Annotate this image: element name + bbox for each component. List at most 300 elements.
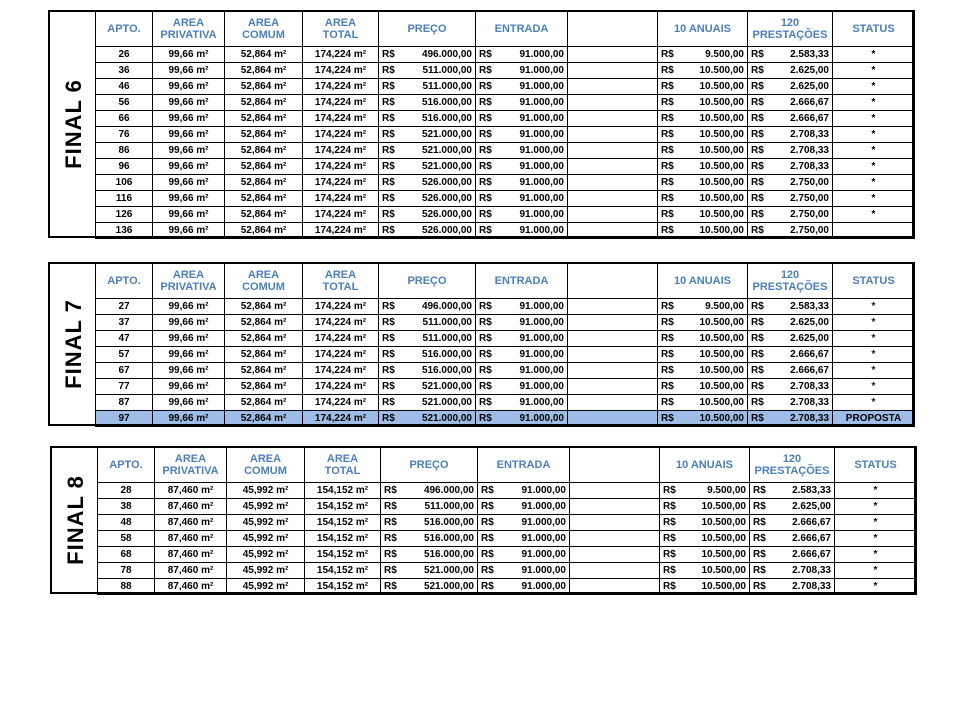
amount: 2.666,67 [792, 548, 831, 560]
amount: 516.000,00 [421, 364, 472, 376]
anuais-cell [658, 207, 748, 223]
preco-cell [381, 515, 478, 531]
preco-cell [379, 207, 476, 223]
area-privativa-cell: 99,66 m² [153, 299, 225, 315]
area-total-cell: 174,224 m² [303, 331, 379, 347]
entrada-cell [478, 483, 570, 499]
table-row [96, 379, 915, 395]
area-comum-cell: 52,864 m² [225, 411, 303, 427]
currency-symbol: R$ [382, 128, 395, 140]
area-total-cell: 154,152 m² [305, 563, 381, 579]
amount: 511.000,00 [422, 332, 472, 344]
blank-cell [568, 175, 658, 191]
currency-symbol: R$ [382, 224, 395, 236]
area-comum-cell: 52,864 m² [225, 223, 303, 239]
table-row [96, 347, 915, 363]
currency-symbol: R$ [481, 500, 494, 512]
table-row [98, 499, 917, 515]
blank-cell [568, 347, 658, 363]
prestacoes-cell [748, 331, 833, 347]
area-comum-cell: 52,864 m² [225, 127, 303, 143]
currency-symbol: R$ [382, 208, 395, 220]
currency-symbol: R$ [751, 64, 764, 76]
anuais-cell [658, 63, 748, 79]
amount: 2.750,00 [790, 208, 829, 220]
area-privativa-cell: 99,66 m² [153, 363, 225, 379]
amount: 521.000,00 [421, 144, 472, 156]
preco-cell [379, 63, 476, 79]
preco-cell [379, 111, 476, 127]
anuais-cell [658, 111, 748, 127]
blank-cell [568, 395, 658, 411]
blank-cell [568, 63, 658, 79]
entrada-cell [476, 47, 568, 63]
table-row [96, 223, 915, 239]
currency-symbol: R$ [479, 316, 492, 328]
table-row [96, 159, 915, 175]
area-comum-cell: 52,864 m² [225, 175, 303, 191]
area-privativa-cell: 99,66 m² [153, 47, 225, 63]
amount: 2.666,67 [790, 364, 829, 376]
currency-symbol: R$ [479, 208, 492, 220]
currency-symbol: R$ [661, 112, 674, 124]
currency-symbol: R$ [751, 224, 764, 236]
amount: 511.000,00 [422, 80, 472, 92]
area-comum-cell: 45,992 m² [227, 499, 305, 515]
currency-symbol: R$ [384, 484, 397, 496]
preco-cell [379, 127, 476, 143]
amount: 2.708,33 [790, 160, 829, 172]
amount: 10.500,00 [699, 224, 744, 236]
blank-cell [568, 143, 658, 159]
area-total-cell: 174,224 m² [303, 143, 379, 159]
blank-cell [568, 223, 658, 239]
currency-symbol: R$ [479, 144, 492, 156]
amount: 10.500,00 [699, 396, 744, 408]
area-privativa-cell: 99,66 m² [153, 143, 225, 159]
entrada-cell [476, 63, 568, 79]
group-label [48, 262, 97, 426]
area-privativa-cell: 87,460 m² [155, 499, 227, 515]
currency-symbol: R$ [481, 564, 494, 576]
amount: 516.000,00 [423, 548, 474, 560]
currency-symbol: R$ [663, 500, 676, 512]
amount: 91.000,00 [521, 548, 566, 560]
amount: 2.708,33 [790, 144, 829, 156]
apto-cell: 46 [96, 79, 153, 95]
header-preco: PREÇO [379, 11, 476, 47]
group-label-text: FINAL 6 [60, 79, 86, 169]
amount: 91.000,00 [519, 380, 564, 392]
currency-symbol: R$ [382, 80, 395, 92]
status-cell: PROPOSTA [833, 411, 915, 427]
amount: 91.000,00 [519, 128, 564, 140]
table-row [96, 63, 915, 79]
currency-symbol: R$ [382, 48, 395, 60]
currency-symbol: R$ [382, 348, 395, 360]
anuais-cell [658, 411, 748, 427]
anuais-cell [658, 347, 748, 363]
group-label-text: FINAL 7 [60, 299, 86, 389]
anuais-cell [658, 47, 748, 63]
area-privativa-cell: 87,460 m² [155, 547, 227, 563]
currency-symbol: R$ [481, 532, 494, 544]
prestacoes-cell [748, 411, 833, 427]
currency-symbol: R$ [382, 380, 395, 392]
entrada-cell [476, 95, 568, 111]
blank-cell [568, 127, 658, 143]
amount: 521.000,00 [423, 580, 474, 592]
area-privativa-cell: 99,66 m² [153, 175, 225, 191]
preco-cell [381, 531, 478, 547]
anuais-cell [658, 143, 748, 159]
prestacoes-cell [748, 207, 833, 223]
amount: 496.000,00 [423, 484, 474, 496]
amount: 10.500,00 [699, 176, 744, 188]
apto-cell: 86 [96, 143, 153, 159]
header-preco: PREÇO [381, 447, 478, 483]
currency-symbol: R$ [751, 160, 764, 172]
prestacoes-cell [750, 579, 835, 595]
group-label [48, 10, 97, 238]
currency-symbol: R$ [753, 580, 766, 592]
currency-symbol: R$ [751, 332, 764, 344]
area-comum-cell: 52,864 m² [225, 379, 303, 395]
status-cell: * [833, 331, 915, 347]
prestacoes-cell [748, 223, 833, 239]
currency-symbol: R$ [751, 208, 764, 220]
apto-cell: 36 [96, 63, 153, 79]
area-comum-cell: 45,992 m² [227, 531, 305, 547]
currency-symbol: R$ [479, 192, 492, 204]
header-area-comum: AREA COMUM [225, 11, 303, 47]
area-privativa-cell: 99,66 m² [153, 95, 225, 111]
currency-symbol: R$ [751, 316, 764, 328]
apto-cell: 47 [96, 331, 153, 347]
prestacoes-cell [748, 379, 833, 395]
amount: 9.500,00 [705, 300, 744, 312]
amount: 10.500,00 [699, 64, 744, 76]
amount: 526.000,00 [421, 224, 472, 236]
area-privativa-cell: 99,66 m² [153, 127, 225, 143]
area-comum-cell: 52,864 m² [225, 47, 303, 63]
currency-symbol: R$ [751, 348, 764, 360]
currency-symbol: R$ [382, 364, 395, 376]
price-table [95, 10, 915, 239]
entrada-cell [476, 315, 568, 331]
currency-symbol: R$ [751, 176, 764, 188]
area-privativa-cell: 99,66 m² [153, 379, 225, 395]
anuais-cell [660, 515, 750, 531]
prestacoes-cell [748, 63, 833, 79]
currency-symbol: R$ [663, 564, 676, 576]
currency-symbol: R$ [663, 580, 676, 592]
area-comum-cell: 52,864 m² [225, 159, 303, 175]
area-privativa-cell: 87,460 m² [155, 563, 227, 579]
apto-cell: 97 [96, 411, 153, 427]
header-area-total: AREA TOTAL [303, 263, 379, 299]
amount: 2.708,33 [792, 580, 831, 592]
prestacoes-cell [750, 563, 835, 579]
prestacoes-cell [750, 531, 835, 547]
currency-symbol: R$ [751, 80, 764, 92]
prestacoes-cell [748, 143, 833, 159]
apto-cell: 28 [98, 483, 155, 499]
currency-symbol: R$ [481, 484, 494, 496]
currency-symbol: R$ [751, 412, 764, 424]
currency-symbol: R$ [382, 332, 395, 344]
header-status: STATUS [833, 263, 915, 299]
amount: 521.000,00 [421, 396, 472, 408]
table-row [96, 411, 915, 427]
area-total-cell: 174,224 m² [303, 159, 379, 175]
currency-symbol: R$ [479, 64, 492, 76]
currency-symbol: R$ [661, 192, 674, 204]
apto-cell: 96 [96, 159, 153, 175]
prestacoes-cell [748, 47, 833, 63]
currency-symbol: R$ [479, 348, 492, 360]
status-cell: * [833, 395, 915, 411]
amount: 2.583,33 [792, 484, 831, 496]
apto-cell: 48 [98, 515, 155, 531]
table-row [96, 111, 915, 127]
currency-symbol: R$ [479, 332, 492, 344]
area-privativa-cell: 99,66 m² [153, 347, 225, 363]
status-cell: * [833, 143, 915, 159]
entrada-cell [476, 347, 568, 363]
currency-symbol: R$ [479, 112, 492, 124]
currency-symbol: R$ [384, 548, 397, 560]
area-total-cell: 154,152 m² [305, 499, 381, 515]
header-row [98, 447, 917, 483]
entrada-cell [476, 127, 568, 143]
blank-cell [570, 499, 660, 515]
area-privativa-cell: 99,66 m² [153, 191, 225, 207]
header-area-comum: AREA COMUM [227, 447, 305, 483]
status-cell: * [833, 63, 915, 79]
area-total-cell: 154,152 m² [305, 531, 381, 547]
area-comum-cell: 45,992 m² [227, 515, 305, 531]
blank-cell [568, 191, 658, 207]
amount: 526.000,00 [421, 176, 472, 188]
apto-cell: 27 [96, 299, 153, 315]
header-prestacoes: 120 PRESTAÇÕES [750, 447, 835, 483]
entrada-cell [476, 143, 568, 159]
amount: 516.000,00 [423, 532, 474, 544]
area-comum-cell: 45,992 m² [227, 483, 305, 499]
currency-symbol: R$ [661, 96, 674, 108]
anuais-cell [658, 299, 748, 315]
area-privativa-cell: 99,66 m² [153, 223, 225, 239]
header-apto: APTO. [96, 263, 153, 299]
currency-symbol: R$ [661, 332, 674, 344]
currency-symbol: R$ [661, 160, 674, 172]
currency-symbol: R$ [382, 96, 395, 108]
anuais-cell [660, 499, 750, 515]
currency-symbol: R$ [479, 48, 492, 60]
currency-symbol: R$ [382, 316, 395, 328]
currency-symbol: R$ [751, 112, 764, 124]
prestacoes-cell [748, 363, 833, 379]
amount: 10.500,00 [699, 412, 744, 424]
prestacoes-cell [750, 547, 835, 563]
currency-symbol: R$ [661, 224, 674, 236]
area-comum-cell: 52,864 m² [225, 111, 303, 127]
amount: 516.000,00 [421, 96, 472, 108]
anuais-cell [660, 531, 750, 547]
apto-cell: 78 [98, 563, 155, 579]
table-row [96, 79, 915, 95]
status-cell: * [833, 175, 915, 191]
area-comum-cell: 45,992 m² [227, 579, 305, 595]
blank-cell [568, 111, 658, 127]
area-privativa-cell: 87,460 m² [155, 531, 227, 547]
status-cell: * [833, 79, 915, 95]
currency-symbol: R$ [384, 532, 397, 544]
area-comum-cell: 45,992 m² [227, 563, 305, 579]
currency-symbol: R$ [479, 412, 492, 424]
amount: 2.583,33 [790, 300, 829, 312]
currency-symbol: R$ [384, 516, 397, 528]
amount: 10.500,00 [699, 128, 744, 140]
prestacoes-cell [748, 315, 833, 331]
status-cell: * [833, 111, 915, 127]
table-row [96, 299, 915, 315]
amount: 2.666,67 [792, 532, 831, 544]
entrada-cell [476, 159, 568, 175]
currency-symbol: R$ [753, 548, 766, 560]
amount: 2.708,33 [792, 564, 831, 576]
area-total-cell: 174,224 m² [303, 395, 379, 411]
currency-symbol: R$ [479, 80, 492, 92]
area-privativa-cell: 99,66 m² [153, 207, 225, 223]
apto-cell: 68 [98, 547, 155, 563]
currency-symbol: R$ [661, 316, 674, 328]
currency-symbol: R$ [751, 144, 764, 156]
amount: 91.000,00 [519, 64, 564, 76]
status-cell: * [833, 47, 915, 63]
prestacoes-cell [748, 127, 833, 143]
amount: 10.500,00 [699, 144, 744, 156]
apto-cell: 58 [98, 531, 155, 547]
preco-cell [379, 223, 476, 239]
table-row [98, 563, 917, 579]
header-anuais: 10 ANUAIS [658, 263, 748, 299]
currency-symbol: R$ [753, 516, 766, 528]
amount: 91.000,00 [519, 96, 564, 108]
amount: 10.500,00 [701, 516, 746, 528]
amount: 91.000,00 [521, 484, 566, 496]
amount: 526.000,00 [421, 192, 472, 204]
currency-symbol: R$ [751, 128, 764, 140]
entrada-cell [476, 299, 568, 315]
currency-symbol: R$ [661, 348, 674, 360]
preco-cell [379, 175, 476, 191]
blank-cell [568, 159, 658, 175]
header-area-total: AREA TOTAL [303, 11, 379, 47]
area-privativa-cell: 99,66 m² [153, 63, 225, 79]
status-cell: * [835, 563, 917, 579]
amount: 10.500,00 [699, 112, 744, 124]
table-row [96, 47, 915, 63]
apto-cell: 38 [98, 499, 155, 515]
preco-cell [379, 79, 476, 95]
blank-cell [568, 379, 658, 395]
blank-cell [568, 363, 658, 379]
amount: 521.000,00 [421, 160, 472, 172]
amount: 10.500,00 [699, 380, 744, 392]
amount: 2.625,00 [790, 316, 829, 328]
apto-cell: 87 [96, 395, 153, 411]
table-row [98, 547, 917, 563]
prestacoes-cell [748, 79, 833, 95]
amount: 91.000,00 [519, 316, 564, 328]
amount: 10.500,00 [701, 500, 746, 512]
entrada-cell [476, 363, 568, 379]
amount: 91.000,00 [519, 224, 564, 236]
area-privativa-cell: 99,66 m² [153, 159, 225, 175]
amount: 10.500,00 [699, 316, 744, 328]
table-row [96, 395, 915, 411]
currency-symbol: R$ [382, 64, 395, 76]
currency-symbol: R$ [661, 80, 674, 92]
header-entrada: ENTRADA [476, 11, 568, 47]
status-cell: * [833, 95, 915, 111]
prestacoes-cell [748, 395, 833, 411]
blank-cell [568, 95, 658, 111]
area-total-cell: 174,224 m² [303, 95, 379, 111]
amount: 511.000,00 [422, 316, 472, 328]
blank-cell [568, 331, 658, 347]
anuais-cell [658, 127, 748, 143]
currency-symbol: R$ [661, 144, 674, 156]
currency-symbol: R$ [384, 580, 397, 592]
amount: 521.000,00 [421, 412, 472, 424]
area-privativa-cell: 99,66 m² [153, 79, 225, 95]
amount: 516.000,00 [423, 516, 474, 528]
currency-symbol: R$ [479, 300, 492, 312]
prestacoes-cell [748, 191, 833, 207]
entrada-cell [476, 331, 568, 347]
prestacoes-cell [748, 159, 833, 175]
blank-cell [568, 47, 658, 63]
blank-cell [570, 547, 660, 563]
entrada-cell [476, 207, 568, 223]
area-total-cell: 154,152 m² [305, 515, 381, 531]
currency-symbol: R$ [382, 112, 395, 124]
amount: 91.000,00 [519, 348, 564, 360]
status-cell: * [833, 207, 915, 223]
table-row [98, 531, 917, 547]
amount: 10.500,00 [701, 564, 746, 576]
header-area-total: AREA TOTAL [305, 447, 381, 483]
anuais-cell [660, 483, 750, 499]
table-row [96, 143, 915, 159]
amount: 521.000,00 [423, 564, 474, 576]
amount: 91.000,00 [519, 80, 564, 92]
apto-cell: 37 [96, 315, 153, 331]
currency-symbol: R$ [661, 128, 674, 140]
status-cell [833, 223, 915, 239]
currency-symbol: R$ [479, 380, 492, 392]
apto-cell: 56 [96, 95, 153, 111]
area-total-cell: 174,224 m² [303, 175, 379, 191]
group-label [50, 446, 99, 594]
amount: 2.750,00 [790, 176, 829, 188]
amount: 2.666,67 [790, 348, 829, 360]
prestacoes-cell [748, 95, 833, 111]
entrada-cell [476, 223, 568, 239]
